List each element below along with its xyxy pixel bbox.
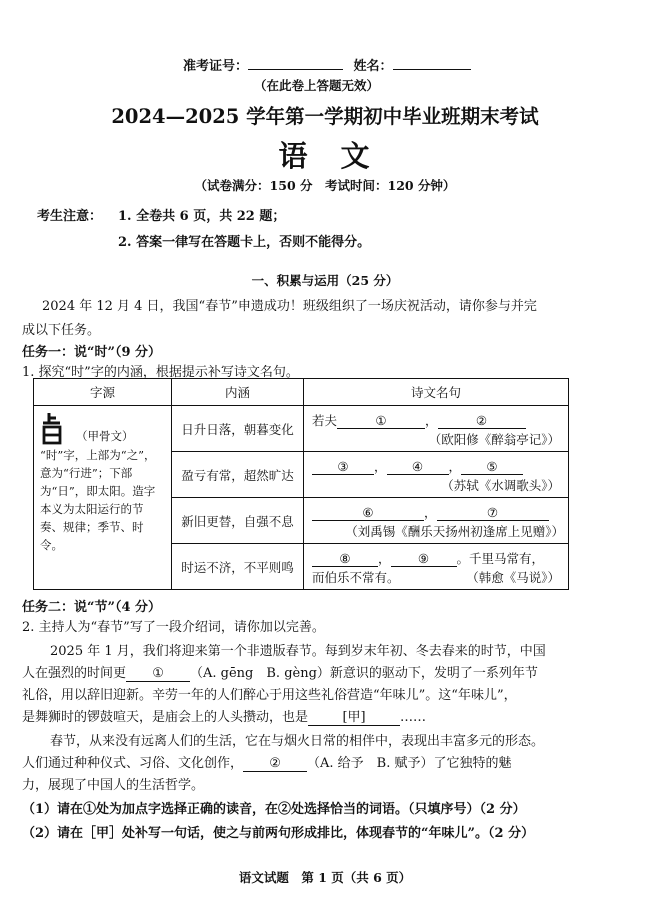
poem-suffix: 。千里马常有， xyxy=(456,551,545,566)
para2-b-post: （A. 给予 B. 赋予）了它独特的魅 xyxy=(307,756,512,771)
question-2: 2. 主持人为“春节”写了一段介绍词，请你加以完善。 xyxy=(22,620,325,635)
name-label: 姓名： xyxy=(353,59,393,74)
poem-sep: ， xyxy=(448,459,462,474)
name-blank xyxy=(393,55,471,70)
blank-5: ⑤ xyxy=(461,459,523,475)
exam-id-blank xyxy=(248,55,343,70)
table-row xyxy=(34,406,569,452)
poem-sep: ， xyxy=(374,459,387,474)
notice-item-1: 1. 全卷共 6 页，共 22 题； xyxy=(118,209,286,224)
para1-line-d xyxy=(22,706,426,726)
intro-line-1: 2024 年 12 月 4 日，我国“春节”申遗成功！班级组织了一场庆祝活动，请你参与并完 xyxy=(42,299,537,314)
blank-word-choice: ② xyxy=(243,756,307,772)
blank-jia: [甲] xyxy=(308,706,400,726)
poem-source: （苏轼《水调歌头》） xyxy=(441,478,560,493)
meaning-cell: 新旧更替，自强不息 xyxy=(172,498,304,544)
poem-line-2: 而伯乐不常有。 xyxy=(312,570,400,585)
blank-6: ⑥ xyxy=(312,505,424,521)
meaning-cell: 日升日落，朝暮变化 xyxy=(172,406,304,452)
para1-line-a: 2025 年 1 月，我们将迎来第一个非遗版春节。每到岁末年初、冬去春来的时节，中国 xyxy=(50,644,546,659)
notice-item-2: 2. 答案一律写在答题卡上，否则不能得分。 xyxy=(118,235,371,250)
header-origin: 字源 xyxy=(34,379,172,406)
para2-b-pre: 人们通过种种仪式、习俗、文化创作， xyxy=(22,756,244,771)
poem-table xyxy=(33,378,569,590)
header-poem: 诗文名句 xyxy=(304,379,569,406)
task1-title: 任务一：说“时”（9 分） xyxy=(22,345,162,360)
poem-cell xyxy=(304,452,569,498)
blank-4: ④ xyxy=(387,459,449,475)
table-header-row xyxy=(34,379,569,406)
subject-title: 语 文 xyxy=(278,139,372,173)
header-meaning: 内涵 xyxy=(172,379,304,406)
poem-source: （韩愈《马说》） xyxy=(466,570,560,585)
blank-2: ② xyxy=(438,413,526,429)
poem-sep: ， xyxy=(424,505,437,520)
blank-9: ⑨ xyxy=(391,551,457,567)
origin-text: “时”字，上部为“之”，意为“行进”；下部为“日”，即太阳。造字本义为太阳运行的节奏、规律；季节、时令。 xyxy=(40,448,156,552)
para1-d-pre: 是舞狮时的锣鼓喧天，是庙会上的人头攒动，也是 xyxy=(22,710,309,725)
blank-pronunciation: ① xyxy=(126,666,190,682)
para1-b-pre: 人在强烈的时间更 xyxy=(22,666,127,681)
task2-title: 任务二：说“节”（4 分） xyxy=(22,600,162,615)
blank-1: ① xyxy=(337,413,425,429)
subquestion-1: （1）请在①处为加点字选择正确的读音，在②处选择恰当的词语。（只填序号）（2 分） xyxy=(22,802,526,817)
notice-label: 考生注意： xyxy=(37,209,103,224)
para1-b-post: （A. gēng B. gèng）新意识的驱动下，发明了一系列年节 xyxy=(190,666,538,681)
subquestion-2: （2）请在［甲］处补写一句话，使之与前两句形成排比，体现春节的“年味儿”。（2 分） xyxy=(22,826,535,841)
intro-line-2: 成以下任务。 xyxy=(22,323,101,338)
origin-cell xyxy=(34,406,172,590)
poem-cell xyxy=(304,406,569,452)
para2-line-c: 力，展现了中国人的生活哲学。 xyxy=(22,778,205,793)
para1-line-c: 礼俗，用以辞旧迎新。辛劳一年的人们醉心于用这些礼俗营造“年味儿”。这“年味儿”， xyxy=(22,688,517,703)
blank-3: ③ xyxy=(312,459,374,475)
poem-prefix: 若夫 xyxy=(312,413,338,428)
oracle-bone-glyph-icon xyxy=(40,410,72,446)
poem-source: （欧阳修《醉翁亭记》） xyxy=(428,432,560,447)
meaning-cell: 时运不济，不平则鸣 xyxy=(172,544,304,590)
para1-d-post: …… xyxy=(400,710,427,725)
poem-source: （刘禹锡《酬乐天扬州初逢席上见赠》） xyxy=(345,524,564,539)
exam-id-label: 准考证号： xyxy=(183,59,249,74)
poem-sep: ， xyxy=(425,413,438,428)
page-footer: 语文试题 第 1 页（共 6 页） xyxy=(238,870,412,885)
para2-line-a: 春节，从来没有远离人们的生活，它在与烟火日常的相伴中，表现出丰富多元的形态。 xyxy=(50,734,545,749)
exam-title: 2024—2025 学年第一学期初中毕业班期末考试 xyxy=(111,105,539,128)
score-time: （试卷满分：150 分 考试时间：120 分钟） xyxy=(194,178,456,193)
poem-sep: ， xyxy=(378,551,391,566)
meaning-cell: 盈亏有常，超然旷达 xyxy=(172,452,304,498)
question-1: 1. 探究“时”字的内涵，根据提示补写诗文名句。 xyxy=(22,365,299,380)
poem-cell xyxy=(304,544,569,590)
para2-line-b xyxy=(22,752,512,772)
poem-cell xyxy=(304,498,569,544)
para1-line-b xyxy=(22,662,538,682)
exam-id-row xyxy=(183,55,471,74)
blank-7: ⑦ xyxy=(437,505,549,521)
section-title: 一、积累与运用（25 分） xyxy=(251,273,399,288)
origin-note: （甲骨文） xyxy=(76,429,134,443)
invalid-note: （在此卷上答题无效） xyxy=(254,78,380,93)
blank-8: ⑧ xyxy=(312,551,378,567)
